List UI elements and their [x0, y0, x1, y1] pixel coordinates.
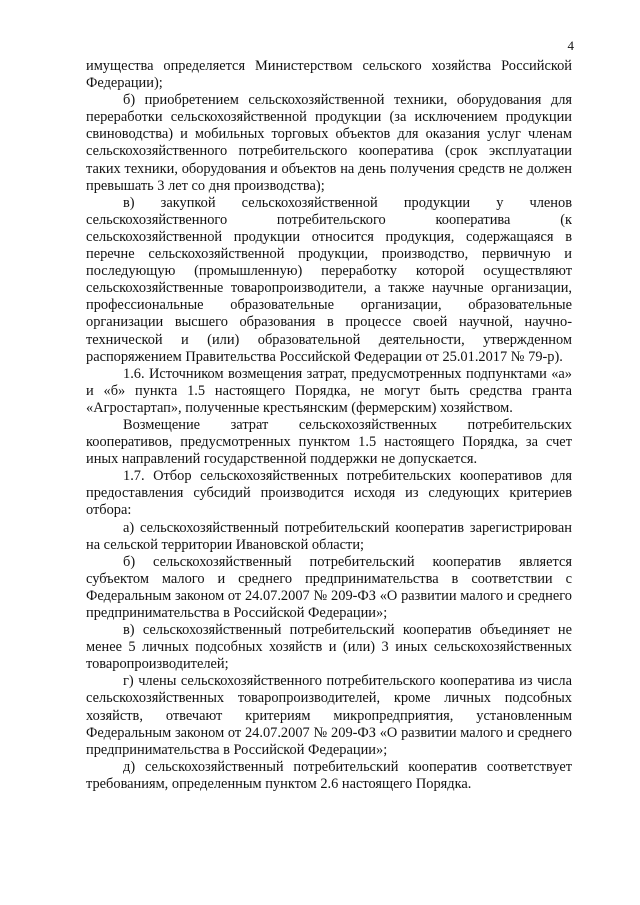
- paragraph-1: имущества определяется Министерством сельского хозяйства Российской Федерации);: [86, 58, 572, 92]
- paragraph-9: в) сельскохозяйственный потребительский кооператив объединяет не менее 5 личных подсобных хозяйств и (или) 3 иных сельскохозяйственных товаропроизводителей;: [86, 622, 572, 673]
- page-number: 4: [567, 38, 574, 53]
- paragraph-5: Возмещение затрат сельскохозяйственных потребительских кооперативов, предусмотренных пунктом 1.5 настоящего Порядка, за счет иных направлений государственной поддержки не допускается.: [86, 416, 572, 468]
- paragraph-10: г) члены сельскохозяйственного потребительского кооператива из числа сельскохозяйственных товаропроизводителей, кроме личных подсобных хозяйств, отвечают критериям микропредприятия, установленным Федеральным законом от 24.07.2007 № 209-ФЗ «О развитии малого и среднего предпринимательства в Российской Федерации»;: [86, 673, 572, 758]
- paragraph-11: д) сельскохозяйственный потребительский кооператив соответствует требованиям, определенным пунктом 2.6 настоящего Порядка.: [86, 758, 572, 792]
- paragraph-7: а) сельскохозяйственный потребительский кооператив зарегистрирован на сельской территории Ивановской области;: [86, 519, 572, 553]
- paragraph-3: в) закупкой сельскохозяйственной продукции у членов сельскохозяйственного потребительского кооператива (к сельскохозяйственной продукции относится продукция, содержащаяся в перечне сельскохозяйственной продукции, производство, первичную и последующую (промышленную) переработку которой осуществляют сельскохозяйственные товаропроизводители, а также научные организации, профессиональные образовательные организации, образовательные организации высшего образования в процессе своей научной, научно-технической и (или) образовательной деятельности, утвержденном распоряжением Правительства Российской Федерации от 25.01.2017 № 79-р).: [86, 194, 572, 365]
- paragraph-2: б) приобретением сельскохозяйственной техники, оборудования для переработки сельскохозяйственной продукции (за исключением продукции свиноводства) и мобильных торговых объектов для оказания услуг членам сельскохозяйственного потребительского кооператива (срок эксплуатации таких техники, оборудования и объектов на день получения средств не должен превышать 3 лет со дня производства);: [86, 92, 572, 194]
- document-body: [86, 58, 572, 793]
- paragraph-4: 1.6. Источником возмещения затрат, предусмотренных подпунктами «а» и «б» пункта 1.5 настоящего Порядка, не могут быть средства гранта «Агростартап», полученные крестьянским (фермерским) хозяйством.: [86, 365, 572, 416]
- paragraph-6: 1.7. Отбор сельскохозяйственных потребительских кооперативов для предоставления субсидий производится исходя из следующих критериев отбора:: [86, 468, 572, 519]
- paragraph-8: б) сельскохозяйственный потребительский кооператив является субъектом малого и среднего предпринимательства в соответствии с Федеральным законом от 24.07.2007 № 209-ФЗ «О развитии малого и среднего предпринимательства в Российской Федерации»;: [86, 553, 572, 621]
